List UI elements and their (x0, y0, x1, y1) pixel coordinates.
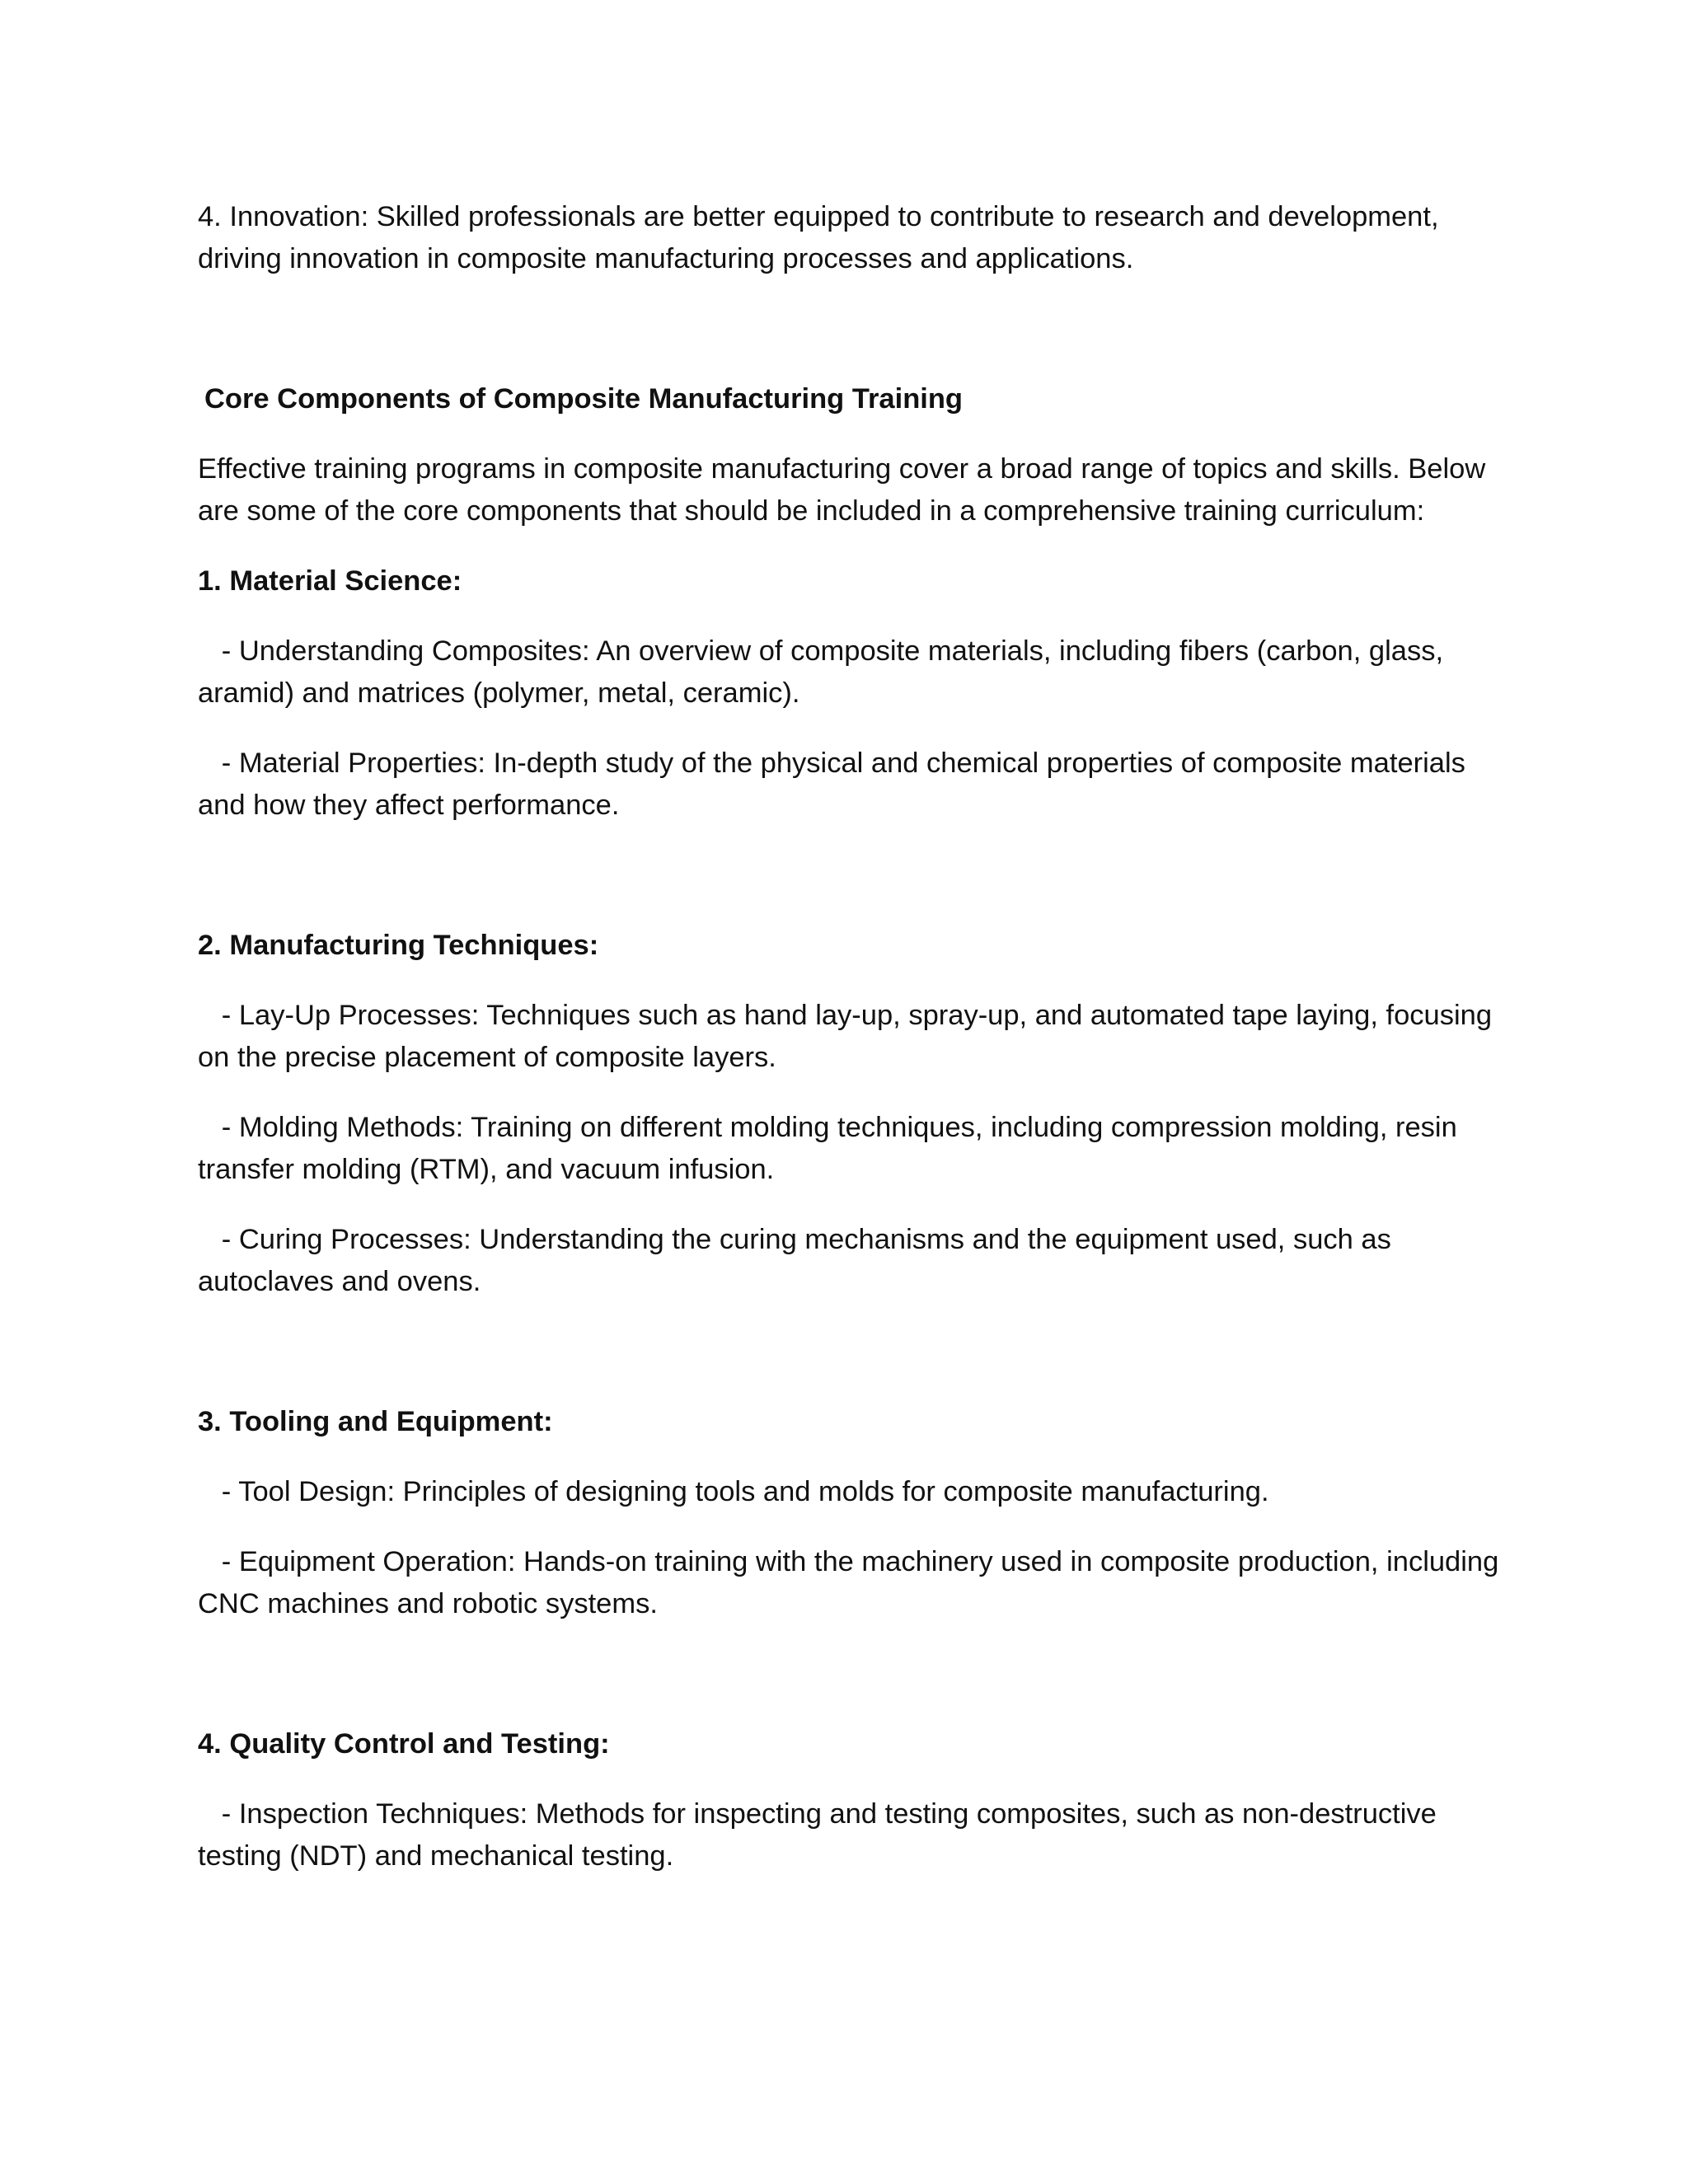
component-title-tooling-equipment: 3. Tooling and Equipment: (198, 1406, 553, 1437)
component-item-understanding-composites: - Understanding Composites: An overview of composite materials, including fibers (carbon, glass, aramid) and matrices (polymer, metal, ceramic). (198, 635, 1444, 709)
component-title-quality-control: 4. Quality Control and Testing: (198, 1728, 610, 1760)
component-item-tool-design: - Tool Design: Principles of designing tools and molds for composite manufacturing. (221, 1476, 1269, 1507)
component-item-molding-methods: - Molding Methods: Training on different molding techniques, including compression molding, resin transfer molding (RTM), and vacuum infusion. (198, 1112, 1457, 1185)
component-title-manufacturing-techniques: 2. Manufacturing Techniques: (198, 930, 599, 961)
component-title-material-science: 1. Material Science: (198, 565, 462, 597)
component-item-curing-processes: - Curing Processes: Understanding the curing mechanisms and the equipment used, such as autoclaves and ovens. (198, 1224, 1391, 1297)
document-page (198, 196, 1508, 1877)
component-item-material-properties: - Material Properties: In-depth study of the physical and chemical properties of composite materials and how they affect performance. (198, 748, 1465, 821)
section-intro-paragraph: Effective training programs in composite manufacturing cover a broad range of topics and skills. Below are some of the core components that should be included in a comprehensive training curriculum: (198, 453, 1486, 527)
section-heading: Core Components of Composite Manufacturing Training (204, 383, 964, 415)
innovation-paragraph: 4. Innovation: Skilled professionals are better equipped to contribute to research and development, driving innovation in composite manufacturing processes and applications. (198, 201, 1439, 274)
component-item-lay-up-processes: - Lay-Up Processes: Techniques such as hand lay-up, spray-up, and automated tape laying, focusing on the precise placement of composite layers. (198, 1000, 1493, 1073)
component-item-equipment-operation: - Equipment Operation: Hands-on training with the machinery used in composite production, including CNC machines and robotic systems. (198, 1546, 1499, 1619)
component-item-inspection-techniques: - Inspection Techniques: Methods for inspecting and testing composites, such as non-destructive testing (NDT) and mechanical testing. (198, 1798, 1437, 1872)
